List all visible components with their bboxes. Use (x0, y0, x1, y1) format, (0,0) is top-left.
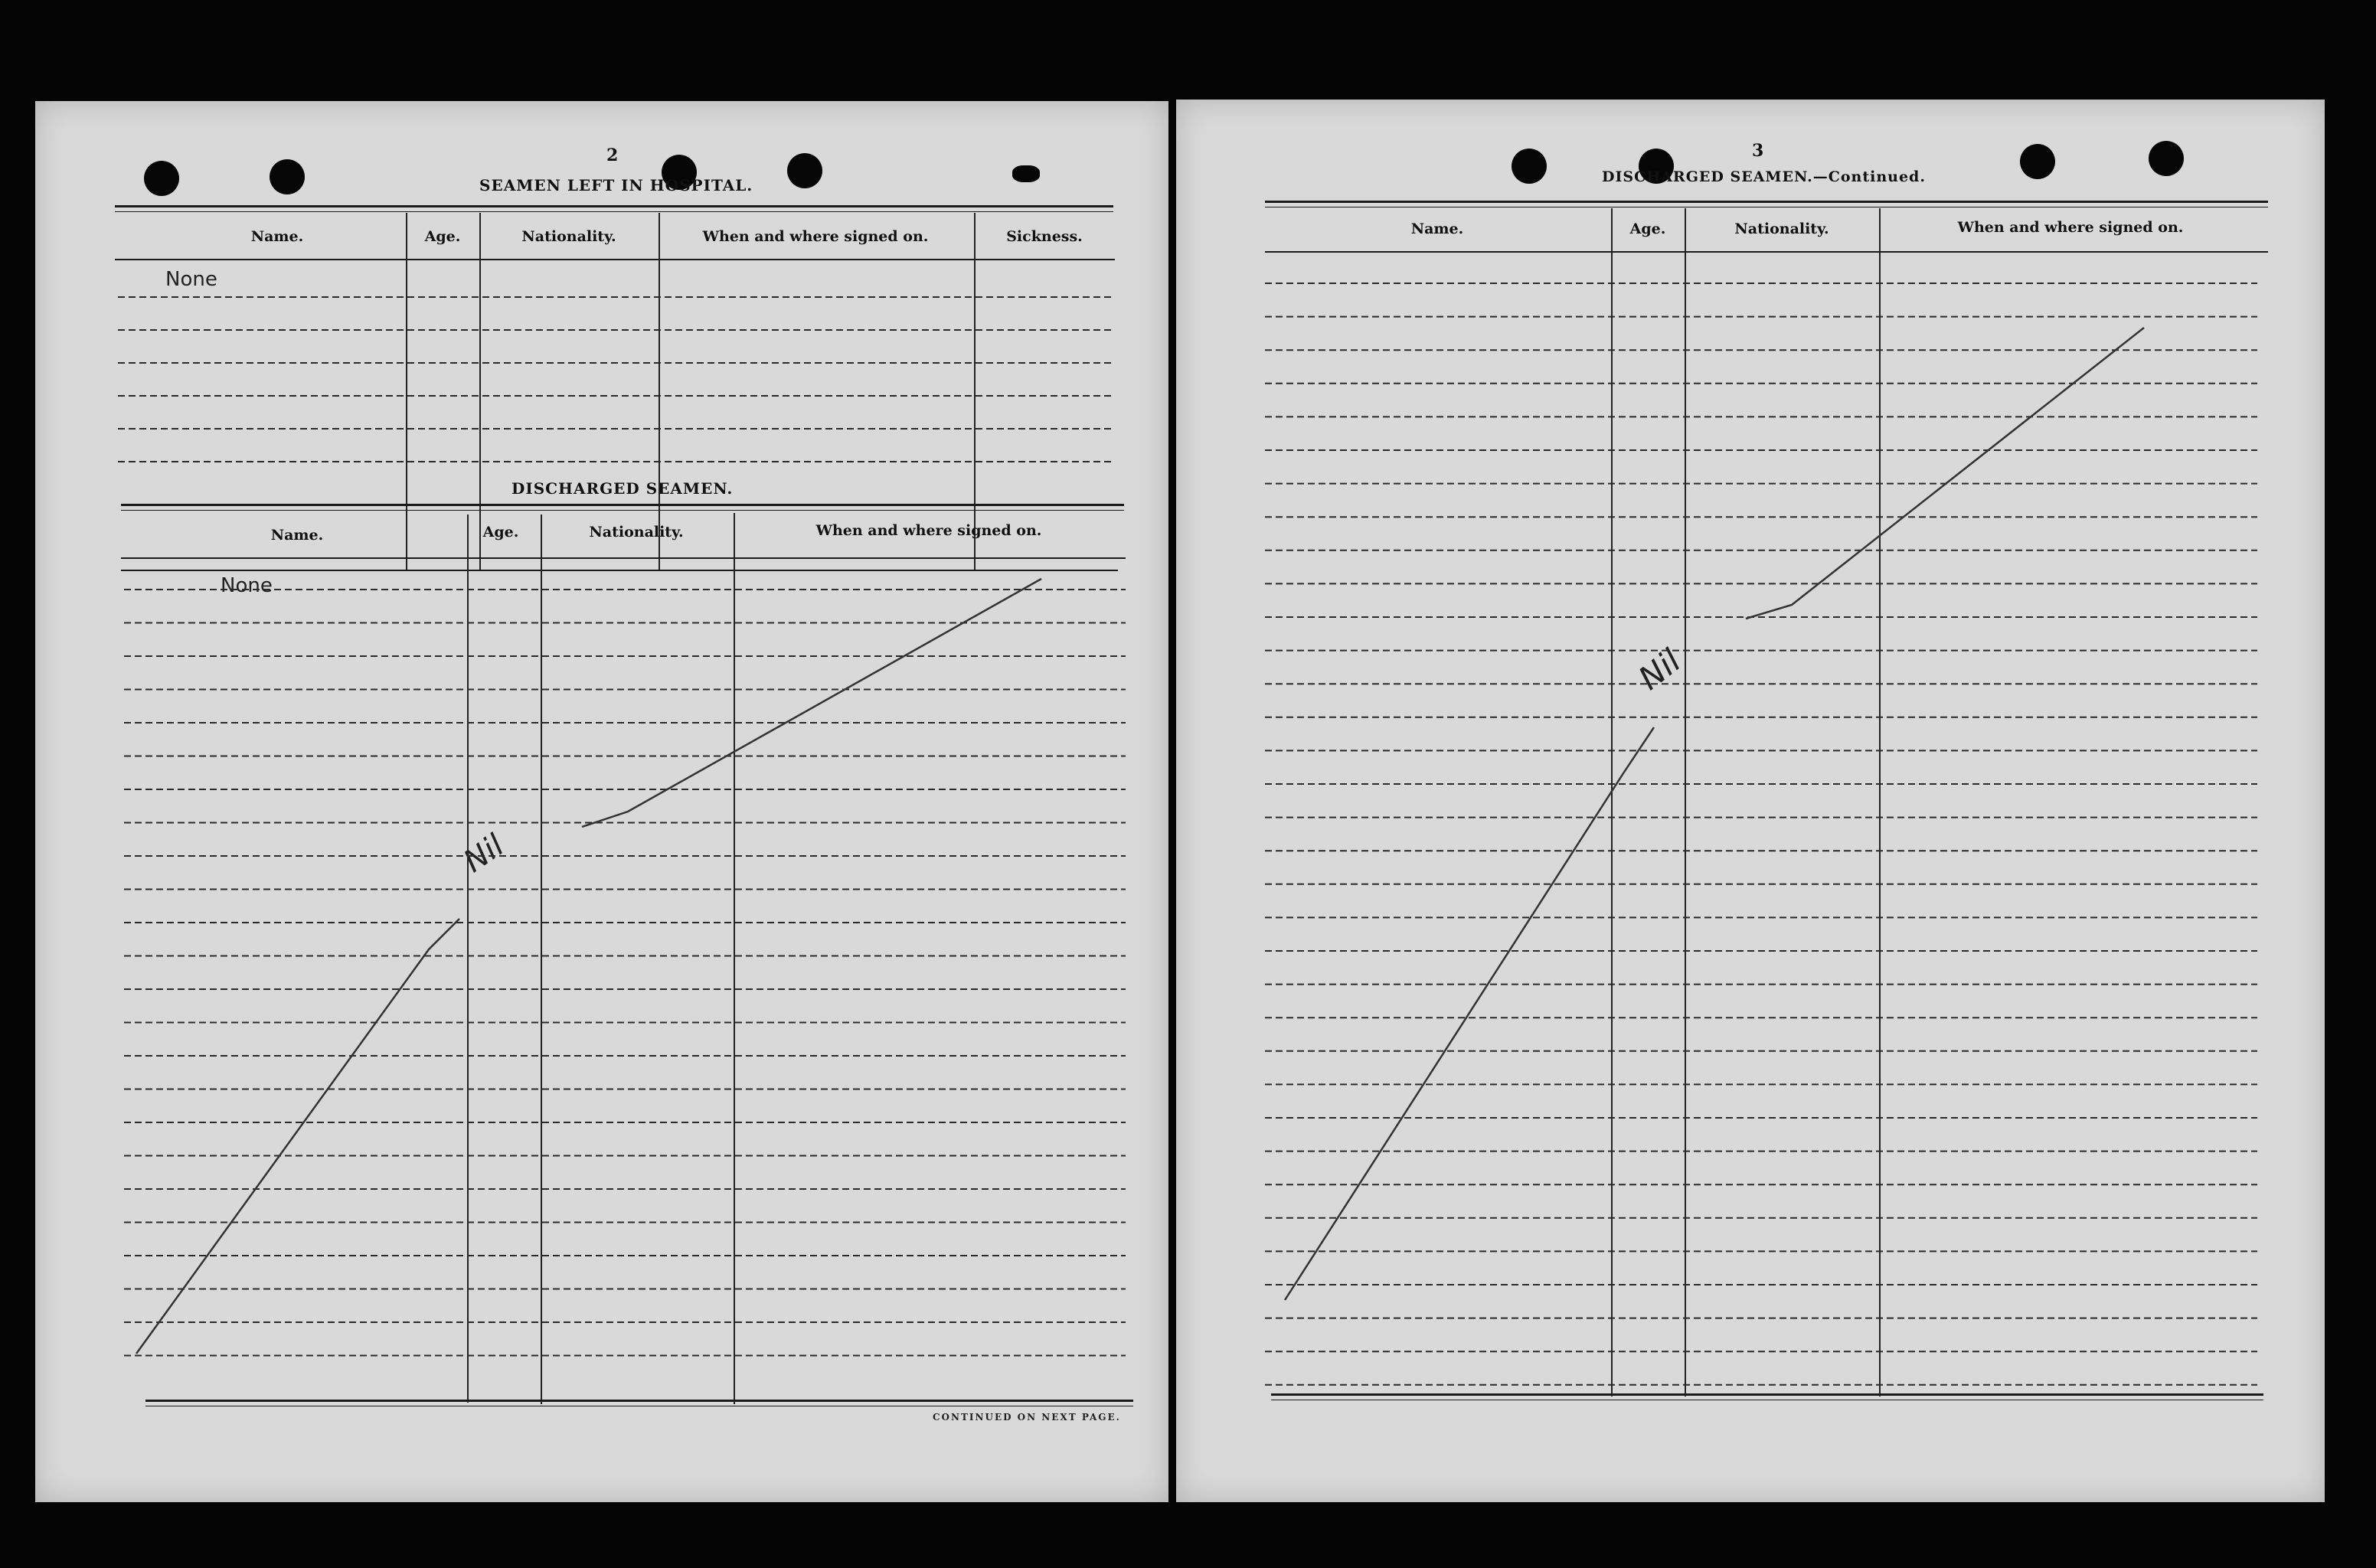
column-header-nationality: Nationality. (1734, 220, 1829, 237)
column-header-signed-on: When and where signed on. (1957, 219, 2184, 236)
column-header-name: Name. (270, 527, 324, 544)
column-header-signed-on: When and where signed on. (702, 228, 929, 245)
page-number: 3 (1752, 141, 1764, 161)
right-strike-line-upper (1746, 328, 2144, 619)
column-header-sickness: Sickness. (1006, 228, 1083, 245)
column-header-age: Age. (424, 228, 461, 245)
handwritten-nil-mark: Nil (1631, 642, 1688, 697)
column-header-nationality: Nationality. (589, 524, 684, 541)
column-header-signed-on: When and where signed on. (815, 522, 1042, 539)
continued-note: CONTINUED ON NEXT PAGE. (933, 1412, 1121, 1423)
column-header-nationality: Nationality. (521, 228, 616, 245)
page-number: 2 (606, 145, 619, 165)
handwritten-nil-mark: Nil (457, 828, 511, 880)
right-strike-line (1285, 727, 1654, 1300)
column-header-name: Name. (1410, 220, 1464, 237)
column-header-age: Age. (482, 524, 519, 541)
hospital-section-title: SEAMEN LEFT IN HOSPITAL. (479, 176, 753, 194)
discharged-section-title: DISCHARGED SEAMEN. (511, 479, 734, 498)
column-header-age: Age. (1629, 220, 1666, 237)
hospital-entry-none: None (165, 268, 217, 291)
column-header-name: Name. (250, 228, 304, 245)
discharged-entry-none: None (221, 574, 273, 597)
discharged-continued-title: DISCHARGED SEAMEN.—Continued. (1602, 168, 1926, 185)
